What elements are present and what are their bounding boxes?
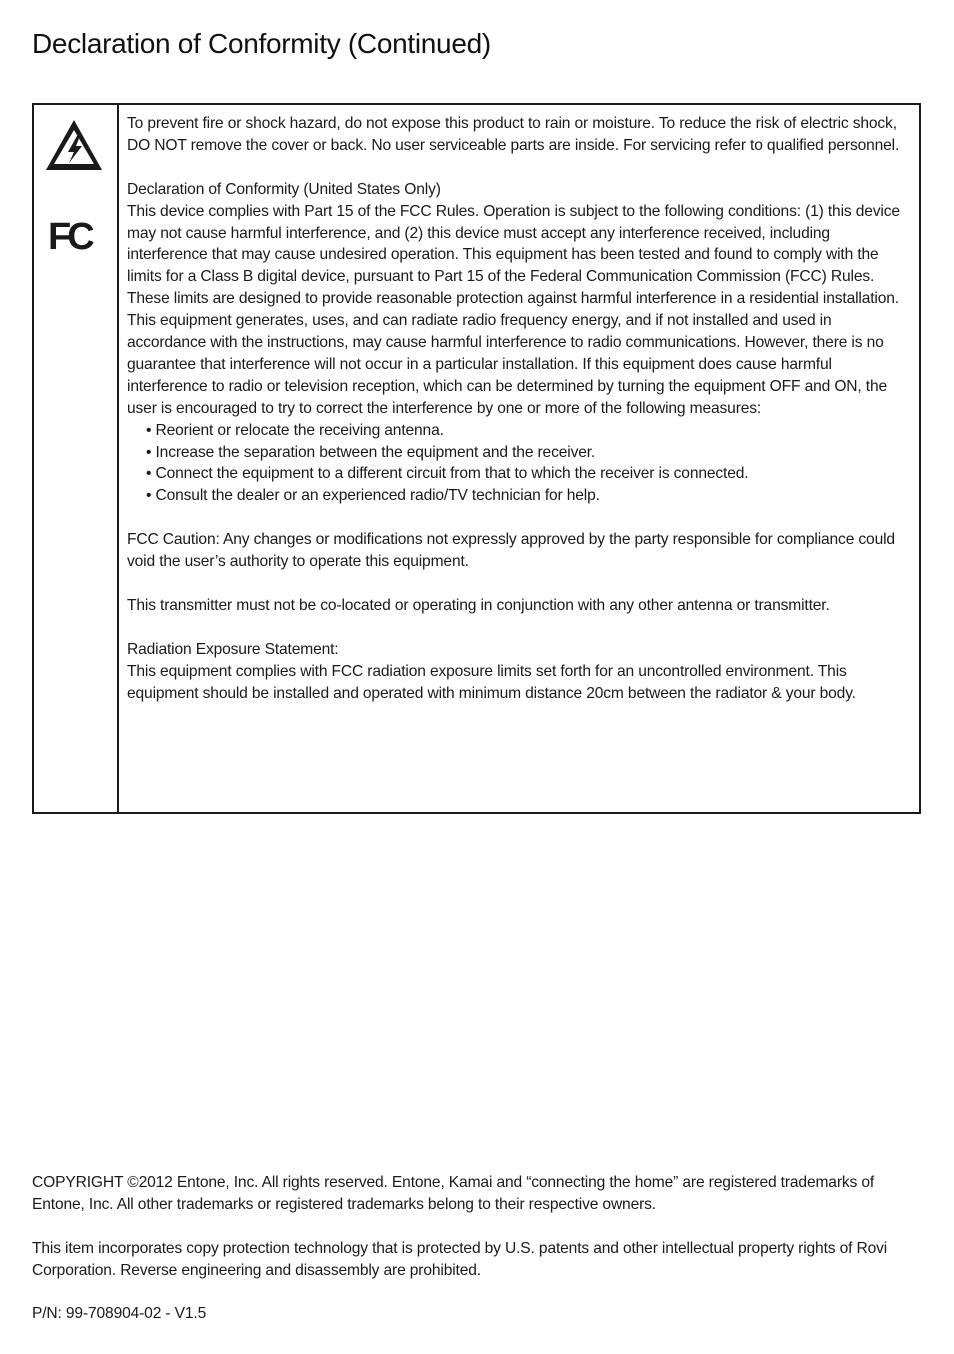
- conformity-body: This device complies with Part 15 of the FCC Rules. Operation is subject to the following conditions: (1) this device may not cause harmful interference, and (2) this device must accept any interference received, including interference that may cause undesired operation. This equipment has been tested and found to comply with the limits for a Class B digital device, pursuant to Part 15 of the Federal Communication Commission (FCC) Rules. These limits are designed to provide reasonable protection against harmful interference in a residential installation. This equipment generates, uses, and can radiate radio frequency energy, and if not installed and used in accordance with the instructions, may cause harmful interference to radio communications. However, there is no guarantee that interference will not occur in a particular installation. If this equipment does cause harmful interference to radio or television reception, which can be determined by turning the equipment OFF and ON, the user is encouraged to try to correct the interference by one or more of the following measures:: [127, 202, 900, 417]
- fcc-logo: [48, 213, 102, 255]
- measures-list: [127, 420, 914, 508]
- page-title: Declaration of Conformity (Continued): [32, 28, 491, 59]
- list-item: • Consult the dealer or an experienced radio/TV technician for help.: [146, 485, 914, 507]
- svg-text:FC: FC: [48, 216, 91, 255]
- list-item: • Connect the equipment to a different circuit from that to which the receiver is connected.: [146, 463, 914, 485]
- copyright-notice: COPYRIGHT ©2012 Entone, Inc. All rights reserved. Entone, Kamai and “connecting the home” are registered trademarks of Entone, Inc. All other trademarks or registered trademarks belong to their respective owners.: [32, 1174, 875, 1213]
- transmitter-note: This transmitter must not be co-located or operating in conjunction with any other antenna or transmitter.: [127, 596, 830, 614]
- icon-column: [34, 105, 119, 812]
- list-item: • Increase the separation between the equipment and the receiver.: [146, 442, 914, 464]
- warning-icon: [44, 117, 104, 173]
- notice-box: [32, 103, 921, 814]
- list-item: • Reorient or relocate the receiving antenna.: [146, 420, 914, 442]
- part-number: P/N: 99-708904-02 - V1.5: [32, 1305, 207, 1323]
- hazard-warning: To prevent fire or shock hazard, do not expose this product to rain or moisture. To reduce the risk of electric shock, DO NOT remove the cover or back. No user serviceable parts are inside. For servicing refer to qualified personnel.: [127, 115, 900, 154]
- footer: [32, 1172, 912, 1325]
- conformity-heading: Declaration of Conformity (United States Only): [127, 180, 441, 198]
- fcc-caution: FCC Caution: Any changes or modifications not expressly approved by the party responsible for compliance could void the user’s authority to operate this equipment.: [127, 531, 895, 571]
- radiation-body: This equipment complies with FCC radiation exposure limits set forth for an uncontrolled environment. This equipment should be installed and operated with minimum distance 20cm between the radiator & your body.: [127, 662, 856, 702]
- rovi-notice: This item incorporates copy protection technology that is protected by U.S. patents and other intellectual property rights of Rovi Corporation. Reverse engineering and disassembly are prohibited.: [32, 1239, 888, 1279]
- notice-text: [127, 113, 914, 704]
- radiation-heading: Radiation Exposure Statement:: [127, 640, 339, 658]
